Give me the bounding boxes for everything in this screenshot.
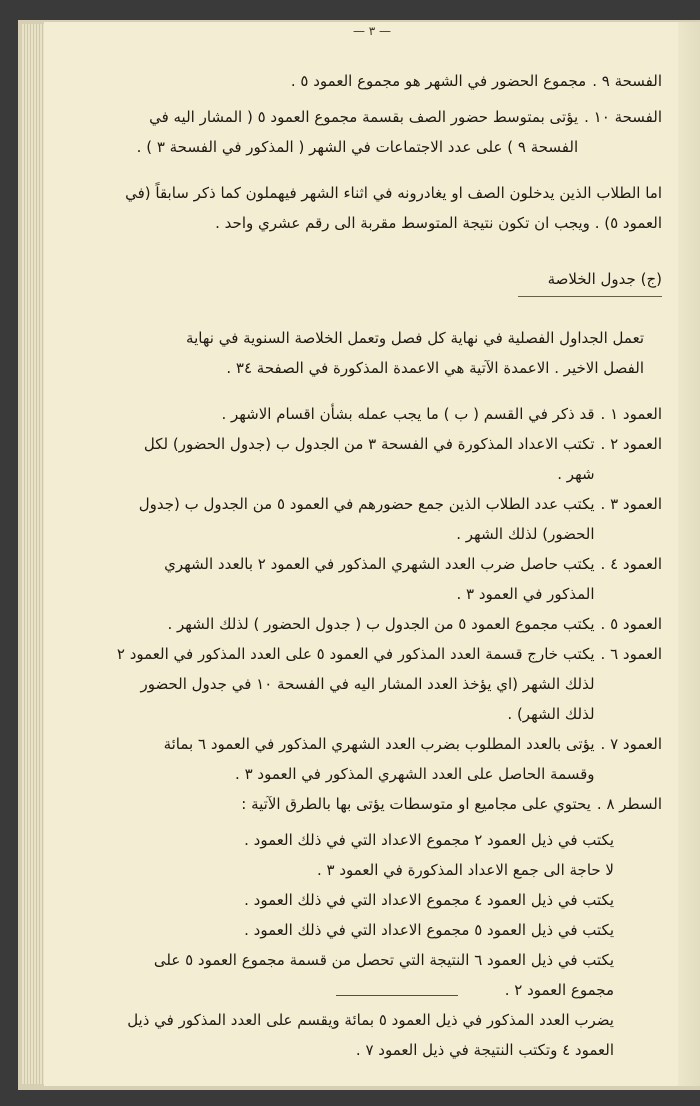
paragraph-10 [116, 102, 662, 162]
column-text: تكتب الاعداد المذكورة في الفسحة ٣ من الجدول ب (جدول الحضور) لكل شهر . [143, 435, 595, 483]
row8-line: يكتب في ذيل العمود ٤ مجموع الاعداد التي في ذلك العمود . [244, 891, 614, 909]
column-label: العمود ٥ . [600, 615, 662, 633]
column-label: العمود ٧ . [600, 735, 662, 753]
section-title: جدول الخلاصة [547, 270, 636, 288]
column-text: يحتوي على مجاميع او متوسطات يؤتى بها بالطرق الآتية : [241, 795, 591, 813]
column-text: يكتب حاصل ضرب العدد الشهري المذكور في العمود ٢ بالعدد الشهري المذكور في العمود ٣ . [164, 555, 595, 603]
column-text: قد ذكر في القسم ( ب ) ما يجب عمله بشأن اقسام الاشهر . [221, 405, 595, 423]
paragraph-text: يؤتى بمتوسط حضور الصف بقسمة مجموع العمود ٥ ( المشار اليه في الفسحة ٩ ) على عدد الاجتماعات في الشهر ( المذكور في الفسحة ٣ ) . [136, 108, 579, 156]
list-item [116, 399, 662, 429]
paragraph-label: الفسحة ١٠ . [584, 108, 662, 126]
column-text: يؤتى بالعدد المطلوب بضرب العدد الشهري المذكور في العمود ٦ بمائة وقسمة الحاصل على العدد الشهري المذكور في العمود ٣ . [163, 735, 595, 783]
column-label: العمود ٣ . [600, 495, 662, 513]
page-body [116, 66, 662, 1065]
list-item [116, 549, 662, 609]
facing-page-edge [678, 22, 700, 1086]
row8-line: لا حاجة الى جمع الاعداد المذكورة في العمود ٣ . [316, 861, 614, 879]
row8-line: يكتب في ذيل العمود ٢ مجموع الاعداد التي في ذلك العمود . [244, 831, 614, 849]
book-page [44, 22, 700, 1086]
intro-paragraph: تعمل الجداول الفصلية في نهاية كل فصل وتعمل الخلاصة السنوية في نهاية الفصل الاخير . الاعمدة الآتية هي الاعمدة المذكورة في الصفحة ٣٤ . [186, 329, 644, 377]
list-item [116, 639, 662, 729]
column-label: العمود ٢ . [600, 435, 662, 453]
end-divider [336, 995, 458, 996]
row8-line: يكتب في ذيل العمود ٥ مجموع الاعداد التي في ذلك العمود . [244, 921, 614, 939]
paragraph-9 [116, 66, 662, 96]
list-item [116, 729, 662, 789]
list-item [116, 429, 662, 489]
column-text: يكتب خارج قسمة العدد المذكور في العمود ٥ على العدد المذكور في العمود ٢ لذلك الشهر (اي يؤخذ العدد المشار اليه في الفسحة ١٠ في جدول الحضور لذلك الشهر) . [116, 645, 595, 723]
note-paragraph: اما الطلاب الذين يدخلون الصف او يغادرونه في اثناء الشهر فيهملون كما ذكر سابقاً (في العمود ٥) . ويجب ان تكون نتيجة المتوسط مقربة الى رقم عشري واحد . [125, 184, 662, 232]
paragraph-text: مجموع الحضور في الشهر هو مجموع العمود ٥ . [290, 72, 587, 90]
row8-line: يضرب العدد المذكور في ذيل العمود ٥ بمائة ويقسم على العدد المذكور في ذيل العمود ٤ وتكتب النتيجة في ذيل العمود ٧ . [127, 1011, 614, 1059]
column-text: يكتب مجموع العمود ٥ من الجدول ب ( جدول الحضور ) لذلك الشهر . [167, 615, 595, 633]
list-item [116, 789, 662, 819]
page-number: — ٣ — [352, 24, 392, 38]
row8-line: يكتب في ذيل العمود ٦ النتيجة التي تحصل من قسمة مجموع العمود ٥ على مجموع العمود ٢ . [153, 951, 614, 999]
column-text: يكتب عدد الطلاب الذين جمع حضورهم في العمود ٥ من الجدول ب (جدول الحضور) لذلك الشهر . [138, 495, 595, 543]
paragraph-label: الفسحة ٩ . [592, 72, 662, 90]
row8-lines [116, 825, 662, 1065]
list-item [116, 609, 662, 639]
column-label: العمود ٦ . [600, 645, 662, 663]
column-label: السطر ٨ . [596, 795, 662, 813]
list-item [116, 489, 662, 549]
columns-list [116, 399, 662, 819]
section-marker: (ج) [640, 270, 662, 288]
column-label: العمود ٤ . [600, 555, 662, 573]
section-heading [116, 264, 662, 297]
column-label: العمود ١ . [600, 405, 662, 423]
